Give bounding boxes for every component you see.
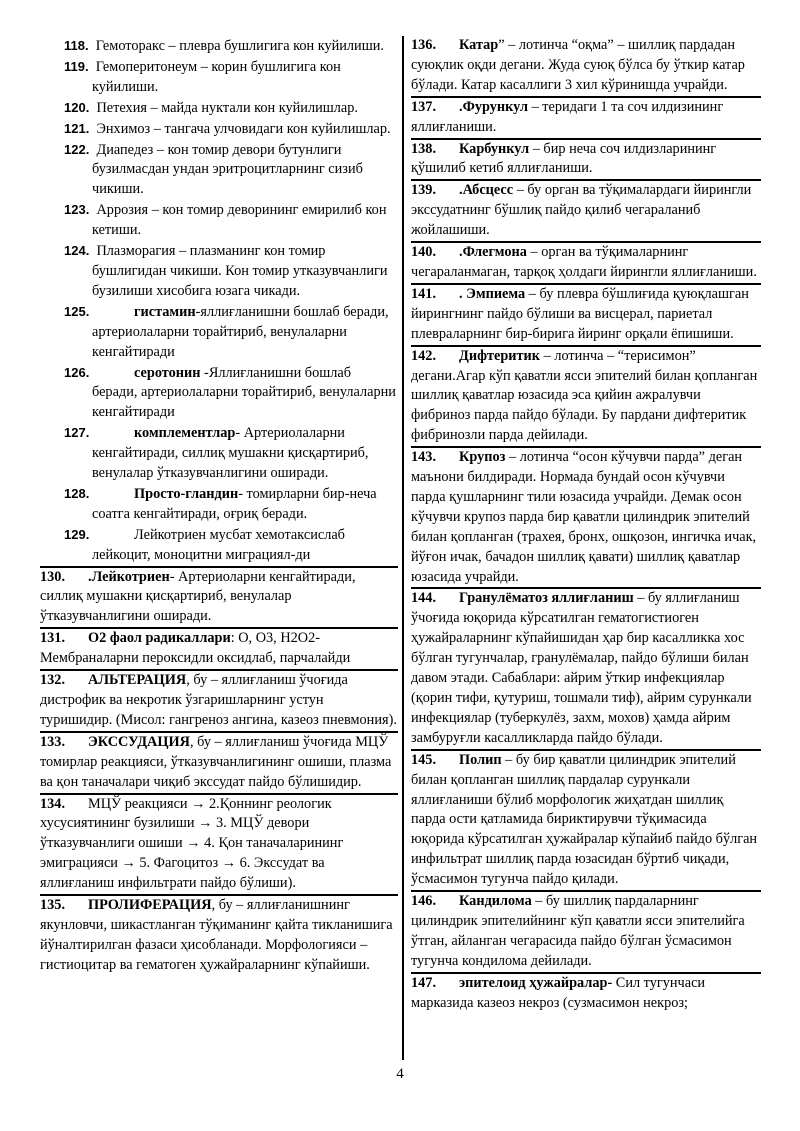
- item-text: - Артериоларни кенгайтиради, силлиқ мушакни қисқартириб, венулалар ўтказувчанлигини оширади.: [40, 568, 356, 625]
- item-text: – бу плевра бўшлиғида қуюқлашган йирингнинг пайдо бўлиши ва висцерал, париетал плевраларнинг бир-бирига йиринг орқали ёпишиши.: [411, 285, 749, 342]
- list-item: [411, 892, 761, 972]
- list-item: [40, 140, 398, 201]
- column-divider: [402, 36, 404, 1060]
- item-number: 147.: [411, 974, 437, 991]
- list-item: [411, 181, 761, 241]
- item-term: гистамин: [134, 303, 196, 320]
- item-number: 138.: [411, 140, 437, 157]
- list-item: [40, 733, 398, 793]
- item-number: 121.: [64, 120, 90, 136]
- item-term: .Лейкотриен: [88, 568, 170, 585]
- item-text: , бу – яллиғланиш ўчоғида МЦЎ томирлар реакцияси, ўтказувчанлигининг ошиши, плазма ва қон таначалари чиқиб экссудат пайдо бўлишидир.: [40, 733, 392, 790]
- list-item: [411, 285, 761, 345]
- item-number: 119.: [64, 58, 89, 74]
- item-text: – орган ва тўқималарнинг чегараланмаган, тарқоқ ҳолдаги йирингли яллиғланиши.: [411, 244, 757, 280]
- list-item: [40, 363, 398, 424]
- list-item: [411, 243, 761, 283]
- item-term: АЛЬТЕРАЦИЯ: [88, 672, 187, 689]
- item-term: .Флегмона: [459, 244, 527, 261]
- list-item: [40, 200, 398, 241]
- item-number: 142.: [411, 347, 437, 364]
- item-term: Просто-гландин: [134, 485, 239, 502]
- list-item: [411, 347, 761, 447]
- item-text: Энхимоз – тангача улчовидаги кон куйилишлар.: [96, 120, 391, 137]
- item-number: 133.: [40, 733, 66, 750]
- item-text: Диапедез – кон томир девори бутунлиги бузилмасдан ундан эритроцитларнинг сизиб чикиши.: [92, 141, 363, 198]
- item-term: О2 фаол радикаллари: [88, 630, 231, 647]
- item-number: 129.: [64, 526, 90, 542]
- item-text: МЦЎ реакцияси → 2.Қоннинг реологик хусусиятининг бузилиши → 3. МЦЎ девори ўтказувчанлиги ошиши → 4. Қон таначаларининг эмиграцияси → 5. Фагоцитоз → 6. Экссудат ва яллиғланиш инфильтрати пайдо бўлиши).: [40, 795, 344, 892]
- item-term: Крупоз: [459, 449, 506, 466]
- item-number: 126.: [64, 364, 90, 380]
- item-number: 144.: [411, 590, 437, 607]
- item-term: Карбункул: [459, 140, 530, 157]
- list-item: [411, 751, 761, 890]
- item-term: серотонин: [134, 364, 201, 381]
- list-item: [40, 241, 398, 302]
- item-number: 135.: [40, 897, 66, 914]
- item-number: 122.: [64, 141, 90, 157]
- item-text: - Артериолаларни кенгайтиради, силлиқ мушакни қисқартириб, венулалар ўтказувчанлигини оширади.: [92, 425, 369, 482]
- item-number: 125.: [64, 303, 90, 319]
- item-text: -Яллиғланишни бошлаб беради, артериолаларни торайтириб, венулаларни кенгайтиради: [92, 364, 396, 421]
- item-number: 124.: [64, 243, 90, 259]
- item-term: Кандилома: [459, 893, 532, 910]
- list-item: [40, 795, 398, 895]
- item-number: 136.: [411, 37, 437, 53]
- list-item: [40, 896, 398, 976]
- list-item: [40, 423, 398, 484]
- item-text: – лотинча – “терисимон” дегани.Агар кўп қаватли ясси эпителий билан қопланган шиллиқ қаватлар юзасида эса қийин ажралувчи фибриноз парда пайдо бўлади. Бу пардани дифтеритик фибринозли парда дейилади.: [411, 347, 758, 444]
- item-text: – теридаги 1 та соч илдизининг яллиғланиши.: [411, 98, 724, 135]
- item-number: 118.: [64, 38, 89, 53]
- item-text: Сил тугунчаси марказида казеоз некроз (сузмасимон некроз;: [411, 974, 706, 1011]
- item-text: , бу – яллиғланиш ўчоғида дистрофик ва некротик ўзгаришларнинг устун туришидир. (Мисол: гангреноз ангина, казеоз пневмония).: [40, 672, 397, 728]
- item-text: Плазморагия – плазманинг кон томир бушлигидан чикиши. Кон томир утказувчанлиги бузилиши хисобига юзага чикади.: [92, 243, 388, 299]
- item-term: Гранулёматоз яллиғланиш: [459, 590, 634, 607]
- item-term: . Эмпиема: [459, 285, 526, 302]
- item-number: 123.: [64, 202, 90, 218]
- item-text: Аррозия – кон томир деворининг емирилиб кон кетиши.: [92, 202, 387, 239]
- item-term: комплементлар: [134, 425, 236, 442]
- list-item: [40, 36, 398, 57]
- item-text: : О, О3, Н2О2- Мембраналарни пероксидли оксидлаб, парчалайди: [40, 630, 351, 667]
- item-term: эпителоид ҳужайралар-: [459, 974, 613, 991]
- item-number: 130.: [40, 568, 66, 585]
- item-number: 128.: [64, 485, 90, 501]
- item-text: , бу – яллиғланишнинг якунловчи, шикастланган тўқиманинг қайта тикланишига йўналтирилган фазаси ҳисобланади. Морфологияси – гистиоцитар ва гематоген ҳужайраларнинг кўпайиши.: [40, 897, 393, 973]
- item-text: - томирларни бир-неча соатга кенгайтиради, оғриқ беради.: [92, 485, 377, 522]
- item-number: 139.: [411, 182, 437, 199]
- list-item: [411, 140, 761, 180]
- item-number: 145.: [411, 751, 437, 768]
- item-text: – лотинча “осон кўчувчи парда” деган маънони билдиради. Нормада бундай осон кўчувчи парда қушларнинг тили юзасида учрайди. Демак осон кўчувчи крупоз парда бир қаватли цилиндрик эпителий билан қопланган (трахея, бронх, ошқозон, ингичка ичак, йўғон ичак, бачадон шиллиқ қавати) шиллиқ қаватлар юзасида учрайди.: [411, 449, 757, 585]
- page-number: 4: [396, 1066, 404, 1082]
- item-term: ПРОЛИФЕРАЦИЯ: [88, 897, 212, 914]
- item-number: 134.: [40, 795, 66, 812]
- item-term: Дифтеритик: [459, 347, 541, 364]
- item-text: Лейкотриен мусбат хемотаксислаб лейкоцит, моноцитни миграциял-ди: [92, 526, 345, 563]
- item-number: 146.: [411, 893, 437, 910]
- list-item: [411, 448, 761, 587]
- item-text: Гемоперитонеум – корин бушлигига кон куйилиши.: [92, 58, 341, 95]
- item-number: 127.: [64, 425, 90, 441]
- item-text: – бу яллиғланиш ўчоғида юқорида кўрсатилган гематогистиоген ҳужайраларнинг кўпайишидан ҳар бир касалликка хос бўлган тугунчалар, гранулёмалар, пайдо бўлиши билан давом этади. Сабаблари: айрим ўткир инфекциялар (қорин тифи, қутуриш, тошмали тиф), айрим сурункали инфекциялар (туберкулёз, захм, мохов) ҳамда айрим замбуруғли касалликларда пайдо бўлади.: [411, 590, 752, 746]
- item-number: 137.: [411, 98, 437, 115]
- list-item: [40, 629, 398, 669]
- list-item: [411, 36, 761, 96]
- item-term: .Абсцесс: [459, 182, 514, 199]
- item-text: Гемоторакс – плевра бушлигига кон куйилиши.: [95, 38, 384, 54]
- item-text: Петехия – майда нуктали кон куйилишлар.: [96, 99, 358, 116]
- item-text: – бу орган ва тўқималардаги йирингли экссудатнинг бўшлиқ пайдо қилиб чегараланиб жойлашиши.: [411, 182, 752, 239]
- item-number: 143.: [411, 449, 437, 466]
- list-item: [40, 302, 398, 363]
- left-column: [40, 36, 398, 976]
- item-term: .Фурункул: [459, 98, 528, 115]
- list-item: [411, 98, 761, 138]
- item-term: ЭКССУДАЦИЯ: [88, 733, 190, 750]
- item-number: 140.: [411, 244, 437, 261]
- right-column: [411, 36, 761, 1014]
- item-text: ” – лотинча “оқма” – шиллиқ пардадан суюқлик оқди дегани. Жуда суюқ бўлса бу ўткир катар бўлади. Катар касаллиги 3 хил кўринишда учрайди.: [411, 37, 745, 93]
- list-item: [40, 119, 398, 140]
- list-item: [40, 98, 398, 119]
- item-number: 120.: [64, 99, 90, 115]
- item-term: Катар: [459, 37, 499, 53]
- list-item: [40, 671, 398, 731]
- list-item: [40, 525, 398, 566]
- list-item: [40, 57, 398, 98]
- item-number: 131.: [40, 630, 66, 647]
- item-text: – бу бир қаватли цилиндрик эпителий билан қопланган шиллиқ пардалар сурункали яллиғланиши бўлиб морфологик жиҳатдан шиллиқ парда ости қатламида бириктирувчи тўқимасида юқорида кўрсатилган ҳужайралар кўпайиб пайдо бўлган инфильтрат шиллиқ парда юзасидан бўртиб чиқади, ўсмасимон тугунча пайдо қилади.: [411, 751, 758, 888]
- item-number: 141.: [411, 285, 437, 302]
- item-number: 132.: [40, 672, 66, 689]
- item-text: – бу шиллиқ пардаларнинг цилиндрик эпителийнинг кўп қаватли ясси эпителийга ўтган, айланган чегарасида пайдо бўлган ўсмасимон тугунча кондилома дейилади.: [411, 893, 745, 969]
- list-item: [411, 589, 761, 748]
- list-item: [40, 568, 398, 628]
- list-item: [411, 974, 761, 1014]
- item-text: – бир неча соч илдизларининг қўшилиб кетиб яллиғланиши.: [411, 140, 717, 177]
- item-text: -яллиғланишни бошлаб беради, артериолаларни торайтириб, венулаларни кенгайтиради: [92, 303, 389, 360]
- list-item: [40, 484, 398, 525]
- item-term: Полип: [459, 751, 502, 768]
